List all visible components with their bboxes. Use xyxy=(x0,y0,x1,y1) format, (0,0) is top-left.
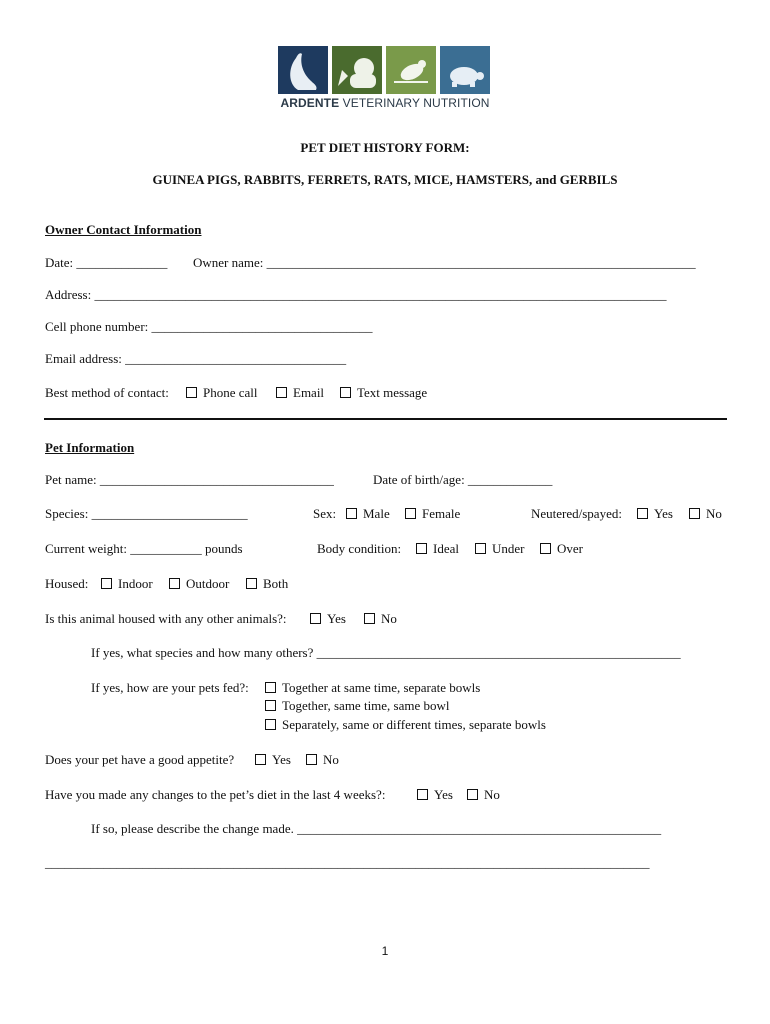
body-under-checkbox[interactable]: Under xyxy=(475,541,525,557)
checkbox-icon xyxy=(265,719,276,730)
checkbox-icon xyxy=(405,508,416,519)
pet-name-field[interactable]: Pet name: ____________________________________ xyxy=(45,472,334,487)
other-animals-question: Is this animal housed with any other animals?: xyxy=(45,611,287,626)
checkbox-icon xyxy=(467,789,478,800)
appetite-no-checkbox[interactable]: No xyxy=(306,752,339,768)
address-field[interactable]: Address: ________________________________________________________________________________________ xyxy=(45,287,667,302)
checkbox-icon xyxy=(417,789,428,800)
brand-name: ARDENTE VETERINARY NUTRITION xyxy=(280,96,490,110)
diet-changes-question: Have you made any changes to the pet’s diet in the last 4 weeks?: xyxy=(45,787,386,802)
pet-section-heading: Pet Information xyxy=(45,440,135,455)
checkbox-icon xyxy=(255,754,266,765)
form-title: PET DIET HISTORY FORM: xyxy=(300,140,470,155)
checkbox-icon xyxy=(265,700,276,711)
turtle-icon xyxy=(440,46,490,94)
body-over-checkbox[interactable]: Over xyxy=(540,541,583,557)
owner-section-heading: Owner Contact Information xyxy=(45,222,202,237)
sex-female-checkbox[interactable]: Female xyxy=(405,506,460,522)
checkbox-icon xyxy=(186,387,197,398)
section-divider xyxy=(44,418,727,420)
page-number: 1 xyxy=(381,944,389,958)
brand-logo xyxy=(278,46,492,112)
bird-icon xyxy=(386,46,436,94)
checkbox-icon xyxy=(346,508,357,519)
checkbox-icon xyxy=(637,508,648,519)
checkbox-icon xyxy=(101,578,112,589)
cell-phone-field[interactable]: Cell phone number: __________________________________ xyxy=(45,319,373,334)
fed-together-same-checkbox[interactable]: Together, same time, same bowl xyxy=(265,698,450,714)
body-ideal-checkbox[interactable]: Ideal xyxy=(416,541,459,557)
checkbox-icon xyxy=(306,754,317,765)
diet-changes-yes-checkbox[interactable]: Yes xyxy=(417,787,453,803)
owner-name-field[interactable]: Owner name: __________________________________________________________________ xyxy=(193,255,696,270)
feeding-question: If yes, how are your pets fed?: xyxy=(91,680,249,695)
neutered-label: Neutered/spayed: xyxy=(531,506,622,521)
body-condition-label: Body condition: xyxy=(317,541,402,556)
housed-both-checkbox[interactable]: Both xyxy=(246,576,288,592)
neutered-yes-checkbox[interactable]: Yes xyxy=(637,506,673,522)
contact-phone-checkbox[interactable]: Phone call xyxy=(186,385,258,401)
species-count-field[interactable]: If yes, what species and how many others? ________________________________________________________ xyxy=(91,645,681,660)
housed-label: Housed: xyxy=(45,576,89,591)
checkbox-icon xyxy=(276,387,287,398)
diet-changes-no-checkbox[interactable]: No xyxy=(467,787,500,803)
checkbox-icon xyxy=(475,543,486,554)
contact-email-checkbox[interactable]: Email xyxy=(276,385,324,401)
other-animals-yes-checkbox[interactable]: Yes xyxy=(310,611,346,627)
other-animals-no-checkbox[interactable]: No xyxy=(364,611,397,627)
checkbox-icon xyxy=(340,387,351,398)
date-of-birth-field[interactable]: Date of birth/age: _____________ xyxy=(373,472,553,487)
checkbox-icon xyxy=(416,543,427,554)
appetite-yes-checkbox[interactable]: Yes xyxy=(255,752,291,768)
checkbox-icon xyxy=(169,578,180,589)
change-description-field[interactable]: If so, please describe the change made. ________________________________________________________ xyxy=(91,821,662,836)
fed-together-separate-checkbox[interactable]: Together at same time, separate bowls xyxy=(265,680,480,696)
checkbox-icon xyxy=(689,508,700,519)
contact-text-checkbox[interactable]: Text message xyxy=(340,385,427,401)
contact-method-label: Best method of contact: xyxy=(45,385,169,400)
species-field[interactable]: Species: ________________________ xyxy=(45,506,248,521)
email-field[interactable]: Email address: __________________________________ xyxy=(45,351,347,366)
appetite-question: Does your pet have a good appetite? xyxy=(45,752,235,767)
form-subtitle: GUINEA PIGS, RABBITS, FERRETS, RATS, MICE, HAMSTERS, and GERBILS xyxy=(152,172,618,187)
checkbox-icon xyxy=(246,578,257,589)
date-field[interactable]: Date: ______________ xyxy=(45,255,168,270)
housed-outdoor-checkbox[interactable]: Outdoor xyxy=(169,576,229,592)
continuation-line[interactable]: _____________________________________________________________________________________________ xyxy=(45,855,650,870)
housed-indoor-checkbox[interactable]: Indoor xyxy=(101,576,153,592)
sex-label: Sex: xyxy=(313,506,337,521)
dolphin-icon xyxy=(278,46,328,94)
current-weight-field[interactable]: Current weight: ___________ pounds xyxy=(45,541,243,556)
checkbox-icon xyxy=(265,682,276,693)
checkbox-icon xyxy=(310,613,321,624)
checkbox-icon xyxy=(540,543,551,554)
neutered-no-checkbox[interactable]: No xyxy=(689,506,722,522)
checkbox-icon xyxy=(364,613,375,624)
sex-male-checkbox[interactable]: Male xyxy=(346,506,390,522)
dog-cat-icon xyxy=(332,46,382,94)
fed-separately-checkbox[interactable]: Separately, same or different times, separate bowls xyxy=(265,717,546,733)
